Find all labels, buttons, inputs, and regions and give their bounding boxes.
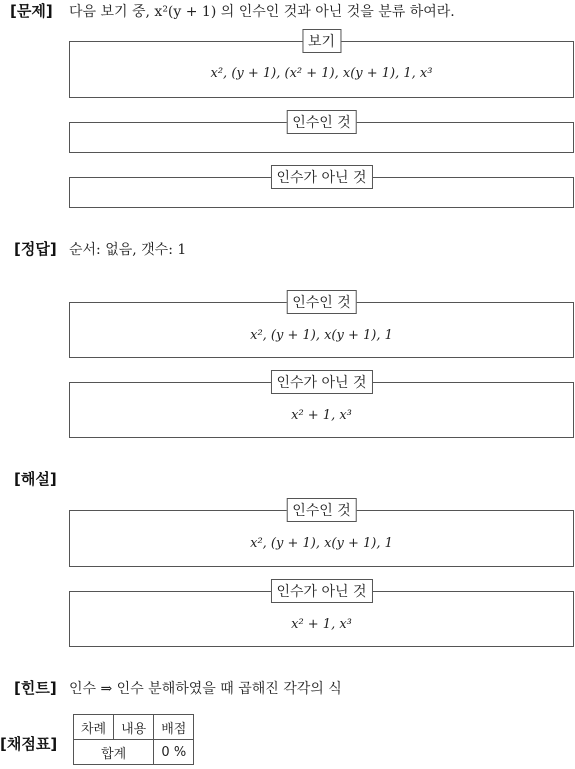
scoring-header-order: 차례	[74, 715, 114, 740]
answer-factor-content: x², (y + 1), x(y + 1), 1	[250, 328, 393, 343]
problem-text: 다음 보기 중, x²(y + 1) 의 인수인 것과 아닌 것을 분류 하여라.	[69, 4, 455, 20]
scoring-total-value: 0 %	[154, 740, 194, 765]
explanation-factor-caption: 인수인 것	[286, 498, 357, 522]
scoring-label: [채점표]	[0, 735, 58, 753]
explanation-label: [해설]	[14, 470, 57, 488]
problem-factor-box	[69, 115, 574, 153]
problem-label: [문제]	[10, 2, 53, 20]
problem-factor-caption: 인수인 것	[286, 110, 357, 134]
example-content: x², (y + 1), (x² + 1), x(y + 1), 1, x³	[210, 66, 433, 81]
answer-label: [정답]	[14, 240, 57, 258]
problem-non-factor-box	[69, 170, 574, 208]
example-caption: 보기	[302, 29, 341, 53]
example-box	[69, 34, 574, 98]
scoring-table	[73, 714, 194, 765]
explanation-non-factor-content: x² + 1, x³	[291, 617, 352, 632]
scoring-total-label: 합계	[74, 740, 154, 765]
explanation-factor-box	[69, 503, 574, 567]
answer-non-factor-box	[69, 375, 574, 438]
answer-non-factor-caption: 인수가 아닌 것	[270, 370, 372, 394]
explanation-factor-content: x², (y + 1), x(y + 1), 1	[250, 536, 393, 551]
scoring-header-points: 배점	[154, 715, 194, 740]
answer-non-factor-content: x² + 1, x³	[291, 408, 352, 423]
problem-non-factor-caption: 인수가 아닌 것	[270, 165, 372, 189]
scoring-header-content: 내용	[114, 715, 154, 740]
hint-label: [힌트]	[14, 679, 57, 697]
answer-factor-box	[69, 295, 574, 358]
hint-text: 인수 ⇒ 인수 분해하였을 때 곱해진 각각의 식	[69, 681, 342, 697]
explanation-non-factor-caption: 인수가 아닌 것	[270, 579, 372, 603]
scoring-total-row	[74, 740, 194, 765]
answer-text: 순서: 없음, 갯수: 1	[69, 242, 187, 258]
scoring-header-row	[74, 715, 194, 740]
explanation-non-factor-box	[69, 584, 574, 647]
answer-factor-caption: 인수인 것	[286, 290, 357, 314]
